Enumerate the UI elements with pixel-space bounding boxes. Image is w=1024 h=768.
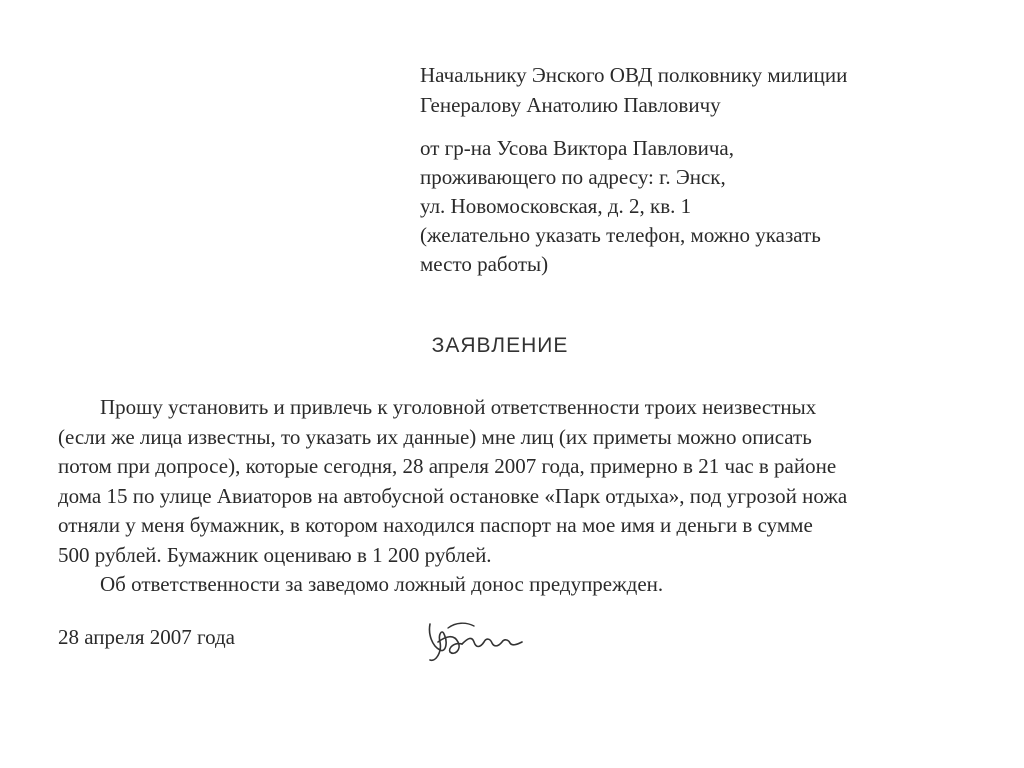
signature-icon	[418, 612, 538, 672]
sender-line: ул. Новомосковская, д. 2, кв. 1	[420, 194, 692, 218]
sender-line: проживающего по адресу: г. Энск,	[420, 165, 726, 189]
sender-line: (желательно указать телефон, можно указать	[420, 223, 821, 247]
addressee-block	[420, 60, 980, 120]
body-line: дома 15 по улице Авиаторов на автобусной остановке «Парк отдыха», под угрозой ножа	[58, 483, 848, 508]
document-title: ЗАЯВЛЕНИЕ	[431, 334, 569, 357]
sender-block	[420, 134, 980, 279]
document-date: 28 апреля 2007 года	[58, 625, 235, 649]
addressee-line: Генералову Анатолию Павловичу	[420, 93, 721, 117]
body-line: 500 рублей. Бумажник оцениваю в 1 200 рублей.	[58, 542, 492, 567]
body-line: Прошу установить и привлечь к уголовной ответственности троих неизвестных	[100, 395, 817, 419]
statement-body	[58, 393, 978, 600]
body-line: Об ответственности за заведомо ложный донос предупрежден.	[100, 572, 664, 596]
body-line: потом при допросе), которые сегодня, 28 апреля 2007 года, примерно в 21 час в районе	[58, 454, 837, 478]
addressee-line: Начальнику Энского ОВД полковнику милиции	[420, 63, 848, 87]
sender-line: от гр-на Усова Виктора Павловича,	[420, 136, 734, 160]
body-line: отняли у меня бумажник, в котором находился паспорт на мое имя и деньги в сумме	[58, 513, 813, 537]
body-line: (если же лица известны, то указать их данные) мне лиц (их приметы можно описать	[58, 424, 812, 449]
sender-line: место работы)	[420, 252, 549, 276]
